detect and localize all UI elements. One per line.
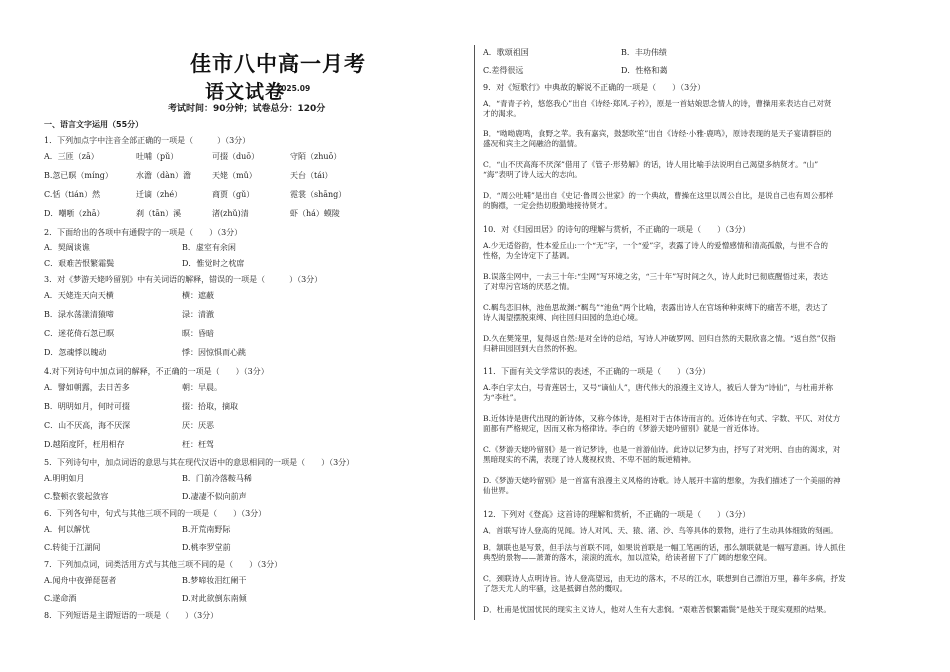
q5-stem: 5．下列诗句中，加点词语的意思与其在现代汉语中的意思相同的一项是（ ）（3分） bbox=[44, 458, 355, 467]
q1-a4: 守陌（zhuō） bbox=[290, 152, 342, 161]
q1-c1: C.恬（tián）然 bbox=[44, 190, 101, 199]
q1-d4: 虾（há）蟆陵 bbox=[290, 209, 340, 218]
q8-option-b: B．丰功伟绩 bbox=[621, 48, 667, 57]
q10-option-a: A.少无适俗韵，性本爱丘山:一个“无”字，一个“爱”字，表露了诗人的爱憎感情和清高孤傲，与世不合的 性格，为全诗定下了基调。 bbox=[483, 241, 828, 260]
section-heading: 一、语言文字运用（55分） bbox=[44, 120, 144, 129]
q1-d3: 渚(zhǔ)清 bbox=[212, 209, 249, 218]
q7-option-d: D.对此欲倒东南倾 bbox=[182, 594, 247, 603]
q11-option-c: C.《梦游天姥吟留别》是一首记梦诗，也是一首游仙诗。此诗以记梦为由，抒写了对光明、自由的渴求，对 黑暗现实的不满，表现了诗人蔑视权贵、不卑不屈的叛逆精神。 bbox=[483, 445, 841, 464]
q4-option-c-note: 厌：厌恶 bbox=[182, 421, 214, 430]
q8-stem: 8．下列短语是主谓短语的一项是（ ）（3分） bbox=[44, 611, 219, 620]
q4-option-c: C．山不厌高，海不厌深 bbox=[44, 421, 131, 430]
q12-option-c: C．颈联诗人点明诗旨。诗人登高望远，由无边的落木，不尽的江水，联想到自己漂泊万里，暮年多病，抒发 了怨天尤人的牢骚，这是抵御自然的慨叹。 bbox=[483, 574, 846, 593]
q1-a3: 可掇（duō） bbox=[212, 152, 260, 161]
q11-option-a: A.李白字太白，号青莲居士，又号“谪仙人”，唐代伟大的浪漫主义诗人，被后人誉为“诗仙”，与杜甫并称 为“李杜”。 bbox=[483, 383, 833, 402]
q4-option-b-note: 掇：拾取，摘取 bbox=[182, 402, 238, 411]
q1-stem: 1．下列加点字中注音全部正确的一项是（ ）（3分） bbox=[44, 136, 251, 145]
q1-a1: A．三匝（zā） bbox=[44, 152, 99, 161]
q1-b3: 天姥（mǔ） bbox=[212, 171, 257, 180]
q4-option-b: B．明明如月，何时可掇 bbox=[44, 402, 130, 411]
q8-option-d: D．性格和蔼 bbox=[621, 66, 668, 75]
q6-stem: 6．下列各句中，句式与其他三项不同的一项是（ ）（3分） bbox=[44, 509, 267, 518]
q10-option-b: B.误落尘网中，一去三十年:“尘网”写环境之劣，“三十年”写时间之久，诗人此时已彻底醒悟过来，表达 了对卑污官场的厌恶之情。 bbox=[483, 272, 829, 291]
q6-option-c: C.转徙于江湖间 bbox=[44, 543, 101, 552]
q3-option-a: A．天姥连天向天横 bbox=[44, 291, 114, 300]
q2-stem: 2．下面给出的各项中有通假字的一项是（ ）（3分） bbox=[44, 228, 243, 237]
q4-option-d: D.越陌度阡，枉用相存 bbox=[44, 440, 125, 449]
q1-c3: 商贾（gǔ） bbox=[212, 190, 255, 199]
q7-option-b: B.梦啼妆泪红阑干 bbox=[182, 576, 247, 585]
q6-option-d: D.桃李罗堂前 bbox=[182, 543, 231, 552]
q9-option-a: A．“青青子衿，悠悠我心”出自《诗经·郑风.子衿》，原是一首姑娘思念情人的诗，曹操用来表达自己对贤 才的渴求。 bbox=[483, 99, 832, 118]
q1-c2: 迁谪（zhé） bbox=[136, 190, 183, 199]
exam-title: 佳市八中高一月考 bbox=[190, 52, 366, 76]
q11-stem: 11．下面有关文学常识的表述，不正确的一项是（ ）（3分） bbox=[483, 367, 711, 376]
q3-option-b-note: 渌：清澈 bbox=[182, 310, 214, 319]
q4-option-a: A．譬如朝露，去日苦多 bbox=[44, 383, 130, 392]
q7-stem: 7．下列加点词，词类活用方式与其他三项不同的是（ ）（3分） bbox=[44, 560, 283, 569]
q10-option-d: D.久在樊笼里，复得返自然:是对全诗的总结，写诗人冲破罗网、回归自然的天限欣喜之情。“返自然”仅指 归耕田园回到大自然的怀抱。 bbox=[483, 334, 836, 353]
q3-option-d-note: 悸：因惊惧而心跳 bbox=[182, 348, 246, 357]
q9-option-d: D．“周公吐哺”是出自《史记·鲁周公世家》的一个典故，曹操在这里以周公自比，是说自己也有周公那样 的胸襟，一定会热切殷勤地接待贤才。 bbox=[483, 191, 834, 210]
q8-option-a: A．歌颂祖国 bbox=[483, 48, 529, 57]
q5-option-d: D.凄凄不似向前声 bbox=[182, 492, 247, 501]
q2-option-b: B．虚室有余闲 bbox=[182, 243, 236, 252]
exam-date: 2025.09 bbox=[276, 84, 311, 93]
q1-d1: D．嘲哳（zhā） bbox=[44, 209, 105, 218]
q9-option-b: B．“呦呦鹿鸣，食野之苹。我有嘉宾，鼓瑟吹笙”出自《诗经·小雅·鹿鸣》，原诗表现的是天子宴请群臣的 盛况和宾主之间融洽的温情。 bbox=[483, 129, 832, 148]
q2-option-a: A．契阔谈谯 bbox=[44, 243, 90, 252]
q3-option-b: B．渌水荡漾清猿啼 bbox=[44, 310, 114, 319]
q8-option-c: C.差得很远 bbox=[483, 66, 524, 75]
q6-option-b: B.开荒南野际 bbox=[182, 525, 231, 534]
exam-subtitle: 语文试卷 bbox=[205, 81, 286, 103]
q10-option-c: C.羁鸟恋旧林，池鱼思故渊:“羁鸟”“池鱼”两个比喻，表露出诗人在官场种种束缚下的痛苦不堪，表达了 诗人渴望摆脱束缚、向往回归田园的急迫心境。 bbox=[483, 303, 828, 322]
q9-stem: 9．对《短歌行》中典故的解说不正确的一项是（ ）（3分） bbox=[483, 83, 706, 92]
q3-option-d: D．忽魂悸以魄动 bbox=[44, 348, 107, 357]
q4-option-a-note: 朝：早晨。 bbox=[182, 383, 222, 392]
q12-option-d: D．杜甫是忧国忧民的现实主义诗人，他对人生有大悲悯。“艰难苦恨繁霜鬓”是他关于现实观照的结果。 bbox=[483, 605, 831, 614]
q10-stem: 10．对《归园田居》的诗句的理解与赏析，不正确的一项是（ ）（3分） bbox=[483, 225, 751, 234]
q4-stem: 4.对下列诗句中加点词的解释，不正确的一项是（ ）（3分） bbox=[44, 367, 269, 376]
q1-b1: B.忽已暝（míng） bbox=[44, 171, 113, 180]
q11-option-d: D.《梦游天姥吟留别》是一首富有浪漫主义风格的诗歌。诗人展开丰富的想象，为我们描述了一个美丽的神 仙世界。 bbox=[483, 476, 841, 495]
q1-b2: 水澹（dàn）澹 bbox=[136, 171, 192, 180]
q9-option-c: C．“山不厌高海不厌深”借用了《管子·形势解》的话，诗人用比喻手法说明自己渴望多纳贤才。“山” “海”表明了诗人远大的志向。 bbox=[483, 160, 819, 179]
q6-option-a: A．何以解忧 bbox=[44, 525, 90, 534]
q7-option-a: A.闻舟中夜弹琵琶者 bbox=[44, 576, 117, 585]
q5-option-a: A.明明如月 bbox=[44, 474, 85, 483]
q12-option-a: A．首联写诗人登高的见闻。诗人对风、天、猿、渚、沙、鸟等具体的景物，进行了生动具体细致的刻画。 bbox=[483, 526, 838, 535]
q12-stem: 12．下列对《登高》这首诗的理解和赏析，不正确的一项是（ ）（3分） bbox=[483, 510, 751, 519]
q3-option-c: C．迷花倚石忽已暝 bbox=[44, 329, 115, 338]
q5-option-c: C.整顿衣裳起敛容 bbox=[44, 492, 109, 501]
exam-info: 考试时间：90分钟；试卷总分：120分 bbox=[168, 104, 326, 114]
q4-option-d-note: 枉：枉驾 bbox=[182, 440, 214, 449]
q2-option-d: D．惟觉时之枕席 bbox=[182, 259, 245, 268]
q1-b4: 天台（tái） bbox=[290, 171, 333, 180]
q2-option-c: C．艰难苦恨繁霜鬓 bbox=[44, 259, 115, 268]
q1-a2: 吐哺（pǔ） bbox=[136, 152, 179, 161]
q12-option-b: B．颔联也是写景，但手法与首联不同，如果说首联是一幅工笔画的话，那么颔联就是一幅写意画。诗人抓住 典型的景物——萧萧的落木，滚滚的流水，加以渲染，给读者留下了广阔的想象空间。 bbox=[483, 543, 846, 562]
q7-option-c: C.遂命酒 bbox=[44, 594, 77, 603]
q3-option-a-note: 横：遮蔽 bbox=[182, 291, 214, 300]
q5-option-b: B．门前冷落鞍马稀 bbox=[182, 474, 252, 483]
q3-option-c-note: 暝：昏暗 bbox=[182, 329, 214, 338]
q11-option-b: B.近体诗是唐代出现的新诗体，又称今体诗，是相对于古体诗而言的。近体诗在句式、字数、平仄、对仗方 面都有严格规定，因而又称为格律诗。李白的《梦游天姥吟留别》就是一首近体诗。 bbox=[483, 414, 841, 433]
q1-c4: 霓裳（shāng） bbox=[290, 190, 347, 199]
q1-d2: 刹（tān）溪 bbox=[136, 209, 182, 218]
column-divider bbox=[474, 45, 475, 620]
q3-stem: 3．对《梦游天姥吟留别》中有关词语的解释，错误的一项是（ ）（3分） bbox=[44, 275, 323, 284]
